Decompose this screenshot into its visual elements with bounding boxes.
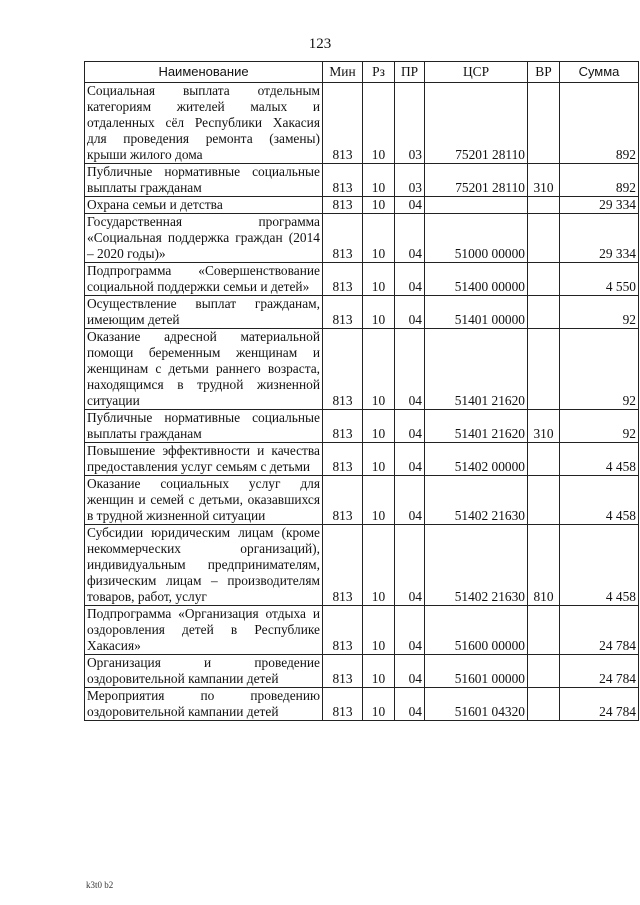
cell-rz: 10 xyxy=(363,476,395,525)
cell-vr xyxy=(528,606,560,655)
cell-csr: 51401 00000 xyxy=(425,296,528,329)
cell-vr xyxy=(528,443,560,476)
cell-pr: 04 xyxy=(395,410,425,443)
table-row xyxy=(85,329,639,410)
table-row xyxy=(85,263,639,296)
cell-csr: 75201 28110 xyxy=(425,83,528,164)
cell-rz: 10 xyxy=(363,214,395,263)
cell-pr: 04 xyxy=(395,197,425,214)
page-number: 123 xyxy=(308,36,332,52)
cell-sum: 92 xyxy=(560,296,639,329)
cell-sum: 24 784 xyxy=(560,606,639,655)
table-row xyxy=(85,655,639,688)
cell-vr xyxy=(528,83,560,164)
cell-rz: 10 xyxy=(363,688,395,721)
cell-rz: 10 xyxy=(363,329,395,410)
table-row xyxy=(85,197,639,214)
cell-name: Субсидии юридическим лицам (кроме некоммерческих организаций), индивидуальным предпринимателям, физическим лицам – производителям товаров, работ, услуг xyxy=(85,525,323,606)
cell-min: 813 xyxy=(323,214,363,263)
cell-min: 813 xyxy=(323,164,363,197)
cell-min: 813 xyxy=(323,83,363,164)
cell-vr: 310 xyxy=(528,164,560,197)
cell-csr: 51400 00000 xyxy=(425,263,528,296)
cell-csr: 51402 00000 xyxy=(425,443,528,476)
table-row xyxy=(85,688,639,721)
cell-sum: 92 xyxy=(560,410,639,443)
cell-vr: 310 xyxy=(528,410,560,443)
cell-csr: 51601 00000 xyxy=(425,655,528,688)
cell-csr: 51401 21620 xyxy=(425,329,528,410)
cell-name: Охрана семьи и детства xyxy=(85,197,323,214)
table-row xyxy=(85,606,639,655)
cell-name: Подпрограмма «Организация отдыха и оздоровления детей в Республике Хакасия» xyxy=(85,606,323,655)
cell-min: 813 xyxy=(323,688,363,721)
cell-pr: 04 xyxy=(395,443,425,476)
cell-pr: 03 xyxy=(395,83,425,164)
cell-csr: 51000 00000 xyxy=(425,214,528,263)
cell-name: Публичные нормативные социальные выплаты гражданам xyxy=(85,410,323,443)
header-min: Мин xyxy=(323,62,363,83)
cell-csr xyxy=(425,197,528,214)
cell-min: 813 xyxy=(323,606,363,655)
table-row xyxy=(85,214,639,263)
cell-name: Социальная выплата отдельным категориям жителей малых и отдаленных сёл Республики Хакасия для проведения ремонта (замены) крыши жилого дома xyxy=(85,83,323,164)
table-row xyxy=(85,525,639,606)
cell-pr: 04 xyxy=(395,476,425,525)
cell-vr xyxy=(528,329,560,410)
cell-sum: 892 xyxy=(560,164,639,197)
cell-csr: 51402 21630 xyxy=(425,525,528,606)
cell-rz: 10 xyxy=(363,164,395,197)
cell-name: Подпрограмма «Совершенствование социальной поддержки семьи и детей» xyxy=(85,263,323,296)
cell-sum: 24 784 xyxy=(560,655,639,688)
cell-pr: 03 xyxy=(395,164,425,197)
cell-vr xyxy=(528,214,560,263)
cell-csr: 51600 00000 xyxy=(425,606,528,655)
cell-sum: 24 784 xyxy=(560,688,639,721)
cell-pr: 04 xyxy=(395,525,425,606)
table-row xyxy=(85,476,639,525)
cell-min: 813 xyxy=(323,197,363,214)
cell-rz: 10 xyxy=(363,525,395,606)
cell-min: 813 xyxy=(323,263,363,296)
table-header-row xyxy=(85,62,639,83)
cell-csr: 75201 28110 xyxy=(425,164,528,197)
cell-vr xyxy=(528,655,560,688)
cell-rz: 10 xyxy=(363,606,395,655)
cell-rz: 10 xyxy=(363,197,395,214)
cell-sum: 892 xyxy=(560,83,639,164)
cell-pr: 04 xyxy=(395,214,425,263)
cell-rz: 10 xyxy=(363,296,395,329)
cell-pr: 04 xyxy=(395,688,425,721)
header-rz: Рз xyxy=(363,62,395,83)
header-name: Наименование xyxy=(85,62,323,83)
header-vr: ВР xyxy=(528,62,560,83)
cell-pr: 04 xyxy=(395,606,425,655)
cell-sum: 4 458 xyxy=(560,476,639,525)
cell-name: Мероприятия по проведению оздоровительной кампании детей xyxy=(85,688,323,721)
cell-min: 813 xyxy=(323,329,363,410)
cell-name: Организация и проведение оздоровительной кампании детей xyxy=(85,655,323,688)
cell-min: 813 xyxy=(323,525,363,606)
footer-code: k3t0 b2 xyxy=(86,880,114,890)
cell-min: 813 xyxy=(323,410,363,443)
cell-csr: 51601 04320 xyxy=(425,688,528,721)
cell-vr xyxy=(528,476,560,525)
header-sum: Сумма xyxy=(560,62,639,83)
cell-rz: 10 xyxy=(363,655,395,688)
cell-pr: 04 xyxy=(395,263,425,296)
cell-rz: 10 xyxy=(363,410,395,443)
cell-sum: 4 550 xyxy=(560,263,639,296)
budget-table xyxy=(84,61,639,721)
table-row xyxy=(85,410,639,443)
cell-sum: 29 334 xyxy=(560,197,639,214)
cell-vr: 810 xyxy=(528,525,560,606)
cell-vr xyxy=(528,263,560,296)
cell-pr: 04 xyxy=(395,655,425,688)
cell-name: Осуществление выплат гражданам, имеющим детей xyxy=(85,296,323,329)
cell-sum: 29 334 xyxy=(560,214,639,263)
cell-min: 813 xyxy=(323,296,363,329)
cell-name: Публичные нормативные социальные выплаты гражданам xyxy=(85,164,323,197)
header-csr: ЦСР xyxy=(425,62,528,83)
cell-csr: 51402 21630 xyxy=(425,476,528,525)
cell-min: 813 xyxy=(323,443,363,476)
cell-pr: 04 xyxy=(395,329,425,410)
table-body xyxy=(85,83,639,721)
cell-sum: 4 458 xyxy=(560,525,639,606)
cell-min: 813 xyxy=(323,655,363,688)
table-row xyxy=(85,83,639,164)
cell-name: Оказание социальных услуг для женщин и семей с детьми, оказавшихся в трудной жизненной ситуации xyxy=(85,476,323,525)
cell-rz: 10 xyxy=(363,263,395,296)
cell-name: Оказание адресной материальной помощи беременным женщинам и женщинам с детьми раннего возраста, находящимся в трудной жизненной ситуации xyxy=(85,329,323,410)
cell-name: Государственная программа «Социальная поддержка граждан (2014 – 2020 годы)» xyxy=(85,214,323,263)
cell-vr xyxy=(528,688,560,721)
cell-sum: 4 458 xyxy=(560,443,639,476)
cell-pr: 04 xyxy=(395,296,425,329)
table-row xyxy=(85,443,639,476)
cell-csr: 51401 21620 xyxy=(425,410,528,443)
cell-name: Повышение эффективности и качества предоставления услуг семьям с детьми xyxy=(85,443,323,476)
header-pr: ПР xyxy=(395,62,425,83)
cell-vr xyxy=(528,197,560,214)
cell-min: 813 xyxy=(323,476,363,525)
cell-vr xyxy=(528,296,560,329)
table-row xyxy=(85,296,639,329)
cell-sum: 92 xyxy=(560,329,639,410)
table-row xyxy=(85,164,639,197)
cell-rz: 10 xyxy=(363,443,395,476)
cell-rz: 10 xyxy=(363,83,395,164)
